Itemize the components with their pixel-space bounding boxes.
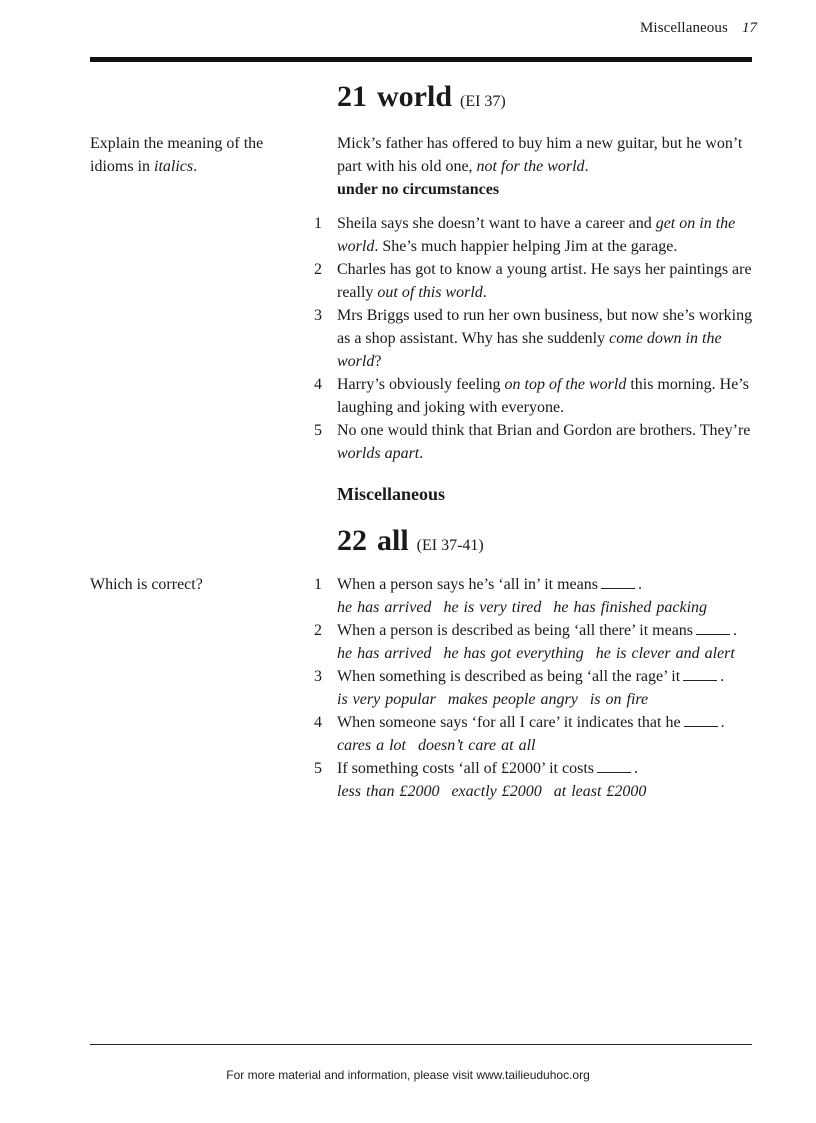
section-21-title <box>337 82 506 112</box>
item-text: Sheila says she doesn’t want to have a career and <box>337 215 656 232</box>
question-end: . <box>637 576 642 593</box>
bottom-rule <box>90 1044 752 1045</box>
answer-blank <box>684 714 718 727</box>
option: exactly £2000 <box>451 783 542 800</box>
section-22-instruction: Which is correct? <box>90 576 203 593</box>
options <box>337 688 755 711</box>
item-number: 1 <box>314 576 322 593</box>
option: less than £2000 <box>337 783 440 800</box>
running-head <box>640 20 757 37</box>
answer-blank <box>696 622 730 635</box>
example-sentence <box>337 132 752 178</box>
answer-blank <box>597 760 631 773</box>
question-end: . <box>720 668 725 685</box>
option: he has arrived <box>337 599 432 616</box>
question-text: When a person is described as being ‘all there’ it means <box>337 622 694 639</box>
list-item <box>310 373 755 419</box>
list-item <box>310 711 755 757</box>
item-number: 3 <box>314 307 322 324</box>
question-text: When someone says ‘for all I care’ it indicates that he <box>337 714 681 731</box>
options <box>337 642 755 665</box>
question-end: . <box>733 622 738 639</box>
section-21-word: world <box>377 80 452 113</box>
option: he is clever and alert <box>595 645 735 662</box>
footer-text: For more material and information, please visit www.tailieuduhoc.org <box>226 1068 590 1082</box>
section-22-reference: (EI 37-41) <box>416 537 484 554</box>
option: is very popular <box>337 691 436 708</box>
section-21-reference: (EI 37) <box>460 93 506 110</box>
option: at least £2000 <box>553 783 647 800</box>
item-text: Mrs Briggs used to run her own business, but now she’s working as a shop assistant. Why has she suddenly <box>337 307 753 347</box>
section-21-instruction <box>90 132 300 178</box>
item-idiom: worlds apart <box>337 445 420 462</box>
misc-heading: Miscellaneous <box>337 484 445 504</box>
list-item <box>310 419 755 465</box>
item-number: 4 <box>314 714 322 731</box>
option: doesn’t care at all <box>417 737 536 754</box>
instruction-italic-word: italics <box>154 158 194 175</box>
section-22-list <box>310 573 755 803</box>
item-idiom: on top of the world <box>504 376 627 393</box>
list-item <box>310 573 755 619</box>
option: makes people angry <box>447 691 578 708</box>
page-number: 17 <box>741 20 758 36</box>
item-number: 2 <box>314 261 322 278</box>
item-text-end: . She’s much happier helping Jim at the garage. <box>374 238 678 255</box>
item-number: 3 <box>314 668 322 685</box>
top-rule <box>90 57 752 62</box>
list-item <box>310 757 755 803</box>
options <box>337 596 755 619</box>
item-text: No one would think that Brian and Gordon are brothers. They’re <box>337 422 751 439</box>
question-text: If something costs ‘all of £2000’ it costs <box>337 760 594 777</box>
option: he has arrived <box>337 645 432 662</box>
options <box>337 780 755 803</box>
item-idiom: come down in the world <box>337 330 722 370</box>
list-item <box>310 258 755 304</box>
instruction-end: . <box>193 158 198 175</box>
section-21-number: 21 <box>337 80 367 113</box>
list-item <box>310 619 755 665</box>
options <box>337 734 755 757</box>
running-head-section: Miscellaneous <box>640 20 728 36</box>
answer-blank <box>601 576 635 589</box>
section-22-number: 22 <box>337 524 367 557</box>
item-text-end: . <box>482 284 487 301</box>
option: he has got everything <box>443 645 584 662</box>
section-21-list <box>310 212 755 465</box>
item-idiom: out of this world <box>377 284 483 301</box>
item-number: 1 <box>314 215 322 232</box>
instruction-text: Explain the meaning of the idioms in <box>90 135 264 175</box>
item-text-end: ? <box>374 353 382 370</box>
item-number: 4 <box>314 376 322 393</box>
option: he is very tired <box>443 599 542 616</box>
item-text: Charles has got to know a young artist. He says her paintings are really <box>337 261 752 301</box>
item-text-end: . <box>419 445 424 462</box>
list-item <box>310 212 755 258</box>
example-answer: under no circumstances <box>337 181 500 198</box>
section-21-example <box>337 132 752 201</box>
item-number: 5 <box>314 422 322 439</box>
example-idiom: not for the world <box>476 158 585 175</box>
item-text-end: this morning. He’s laughing and joking with everyone. <box>337 376 749 416</box>
list-item <box>310 665 755 711</box>
question-end: . <box>720 714 725 731</box>
section-22-title <box>337 526 484 556</box>
answer-blank <box>683 668 717 681</box>
section-22-word: all <box>377 524 409 557</box>
list-item <box>310 304 755 373</box>
question-text: When something is described as being ‘all the rage’ it <box>337 668 681 685</box>
item-number: 5 <box>314 760 322 777</box>
question-text: When a person says he’s ‘all in’ it means <box>337 576 598 593</box>
option: is on fire <box>589 691 649 708</box>
example-end: . <box>584 158 589 175</box>
question-end: . <box>634 760 638 777</box>
item-idiom: get on in the world <box>337 215 736 255</box>
item-text: Harry’s obviously feeling <box>337 376 505 393</box>
option: he has finished packing <box>553 599 708 616</box>
example-text: Mick’s father has offered to buy him a new guitar, but he won’t part with his old one, <box>337 135 743 175</box>
item-number: 2 <box>314 622 322 639</box>
option: cares a lot <box>337 737 406 754</box>
